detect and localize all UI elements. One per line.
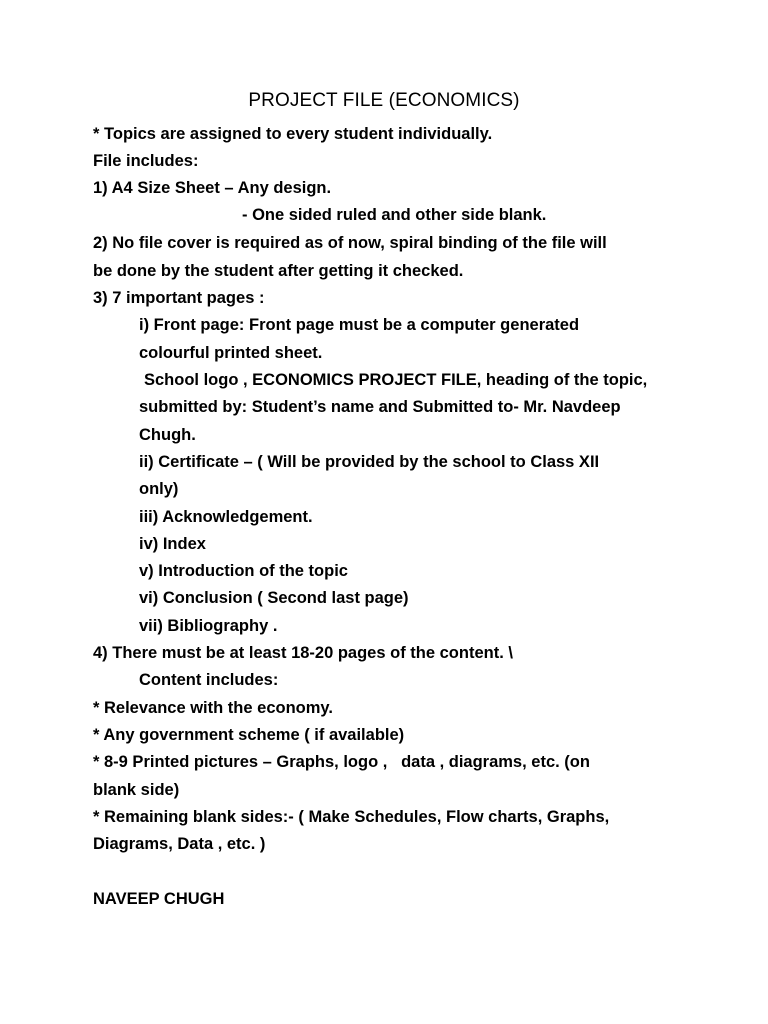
text-line: * 8-9 Printed pictures – Graphs, logo , data , diagrams, etc. (on — [93, 753, 590, 771]
text-line: ii) Certificate – ( Will be provided by the school to Class XII — [139, 453, 600, 471]
text-line: * Remaining blank sides:- ( Make Schedules, Flow charts, Graphs, — [93, 808, 610, 826]
document-title: PROJECT FILE (ECONOMICS) — [248, 90, 520, 111]
text-line: be done by the student after getting it checked. — [93, 262, 464, 280]
text-line: only) — [139, 480, 179, 498]
text-line: vi) Conclusion ( Second last page) — [139, 589, 409, 607]
text-line: File includes: — [93, 152, 199, 170]
text-line: v) Introduction of the topic — [139, 562, 348, 580]
text-line: * Any government scheme ( if available) — [93, 726, 405, 744]
text-line: iv) Index — [139, 535, 206, 553]
text-line: colourful printed sheet. — [139, 344, 323, 362]
text-line: iii) Acknowledgement. — [139, 508, 313, 526]
text-line: School logo , ECONOMICS PROJECT FILE, heading of the topic, — [144, 371, 648, 389]
text-line: 1) A4 Size Sheet – Any design. — [93, 179, 332, 197]
text-line: 2) No file cover is required as of now, spiral binding of the file will — [93, 234, 607, 252]
text-line: Diagrams, Data , etc. ) — [93, 835, 266, 853]
text-line: blank side) — [93, 781, 180, 799]
text-line: 4) There must be at least 18-20 pages of the content. \ — [93, 644, 513, 662]
text-line: i) Front page: Front page must be a computer generated — [139, 316, 580, 334]
text-line: Content includes: — [139, 671, 279, 689]
signature-name: NAVEEP CHUGH — [93, 890, 225, 908]
text-line: Chugh. — [139, 426, 196, 444]
text-line: * Relevance with the economy. — [93, 699, 333, 717]
text-line: submitted by: Student’s name and Submitted to- Mr. Navdeep — [139, 398, 621, 416]
text-line: 3) 7 important pages : — [93, 289, 265, 307]
text-line: - One sided ruled and other side blank. — [242, 206, 547, 224]
text-line: * Topics are assigned to every student individually. — [93, 125, 493, 143]
text-line: vii) Bibliography . — [139, 617, 278, 635]
